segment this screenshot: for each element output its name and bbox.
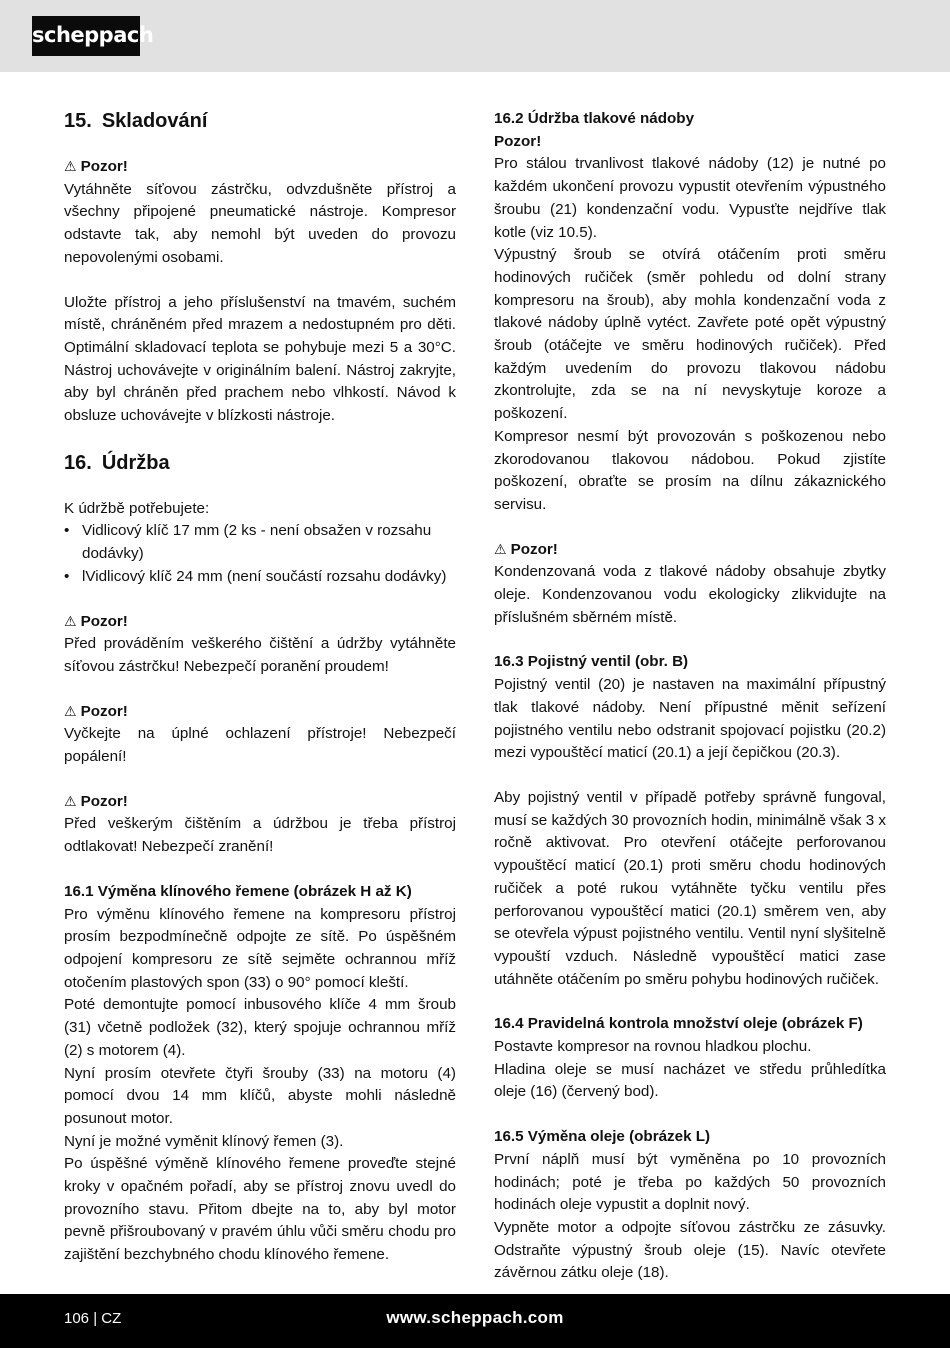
subsection-heading: 16.1 Výměna klínového řemene (obrázek H až K)	[64, 882, 412, 900]
section-16-heading	[64, 450, 456, 476]
paragraph: Kompresor nesmí být provozován s poškozenou nebo zkorodovanou tlakovou nádobou. Pokud zjistíte poškození, obraťte se prosím na dílnu zákaznického servisu.	[494, 427, 886, 513]
header-band	[0, 0, 950, 72]
warning-triangle-icon: ⚠	[494, 541, 507, 558]
paragraph: Pojistný ventil (20) je nastaven na maximální přípustný tlak tlakové nádoby. Není přípustné měnit seřízení pojistného ventilu nebo odstranit spojovací pojistku (20.2) mezi vypouštěcí maticí (20.1) a její čepičkou (20.3).	[494, 676, 886, 762]
paragraph: Poté demontujte pomocí inbusového klíče 4 mm šroub (31) včetně podložek (32), který spojuje ochrannou mříž (2) s motorem (4).	[64, 996, 456, 1059]
warning-heading	[64, 156, 456, 179]
subsection-heading: 16.4 Pravidelná kontrola množství oleje (obrázek F)	[494, 1015, 863, 1033]
paragraph: Nyní prosím otevřete čtyři šrouby (33) na motoru (4) pomocí dvou 14 mm klíčů, abyste mohli následně posunout motor.	[64, 1064, 456, 1127]
left-column	[64, 108, 456, 1267]
paragraph: Před veškerým čištěním a údržbou je třeba přístroj odtlakovat! Nebezpečí zranění!	[64, 815, 456, 856]
subsection-heading: 16.5 Výměna oleje (obrázek L)	[494, 1128, 711, 1146]
paragraph: První náplň musí být vyměněna po 10 provozních hodinách; poté je třeba po každých 50 provozních hodinách oleje vypustit a doplnit nový.	[494, 1150, 886, 1214]
warning-heading	[64, 791, 456, 814]
section-title: Skladování	[101, 110, 208, 132]
warning-triangle-icon: ⚠	[64, 703, 77, 720]
footer-bar	[0, 1294, 950, 1348]
paragraph: Uložte přístroj a jeho příslušenství na tmavém, suchém místě, chráněném před mrazem a nedostupném pro děti. Optimální skladovací teplota se pohybuje mezi 5 a 30°C. Nástroj uchovávejte v originálním balení. Nástroj zakryjte, aby byl chráněn před prachem nebo vlhkostí. Návod k obsluze uchovávejte v blízkosti nástroje.	[64, 293, 456, 425]
scheppach-logo: scheppach	[32, 16, 140, 56]
warning-triangle-icon: ⚠	[64, 793, 77, 810]
paragraph: Pro stálou trvanlivost tlakové nádoby (12) je nutné po každém ukončení provozu vypustit otevřením výpustného šroubu (21) kondenzační vodu. Vypusťte nejdříve tlak kotle (viz 10.5).	[494, 155, 886, 241]
warning-heading	[64, 611, 456, 634]
warning-heading	[64, 701, 456, 724]
subsection-heading: 16.2 Údržba tlakové nádoby	[494, 110, 695, 127]
subsection-heading: 16.3 Pojistný ventil (obr. B)	[494, 653, 689, 671]
warning-triangle-icon: ⚠	[64, 159, 77, 175]
section-title: Údržba	[101, 451, 170, 474]
warning-triangle-icon: ⚠	[64, 613, 77, 630]
paragraph: Výpustný šroub se otvírá otáčením proti směru hodinových ručiček (směr pohledu od dolní strany kompresoru na šroub), aby mohla kondenzační voda z tlakové nádoby úplně vytéct. Zavřete poté opět výpustný šroub (otáčejte ve směru hodinových ručiček). Před každým uvedením do provozu tlakovou nádobu zkontrolujte, zda se na ní nevyskytuje koroze a poškození.	[494, 246, 886, 423]
page-number: 106 | CZ	[64, 1310, 122, 1327]
warning-heading	[494, 539, 886, 562]
list-item: • Vidlicový klíč 17 mm (2 ks - není obsažen v rozsahu dodávky)	[64, 520, 456, 565]
warning-label: Pozor!	[80, 792, 128, 810]
warning-label: Pozor!	[510, 540, 558, 558]
paragraph: Před prováděním veškerého čištění a údržby vytáhněte síťovou zástrčku! Nebezpečí poranění proudem!	[64, 635, 456, 675]
paragraph: Nyní je možné vyměnit klínový řemen (3).	[64, 1132, 344, 1150]
website-link[interactable]: www.scheppach.com	[386, 1308, 564, 1327]
warning-label: Pozor!	[80, 612, 128, 630]
paragraph: K údržbě potřebujete:	[64, 499, 210, 517]
paragraph: Vyčkejte na úplné ochlazení přístroje! Nebezpečí popálení!	[64, 725, 456, 766]
paragraph: Kondenzovaná voda z tlakové nádoby obsahuje zbytky oleje. Kondenzovanou vodu ekologicky zlikvidujte na příslušném sběrném místě.	[494, 563, 886, 626]
paragraph: Vypněte motor a odpojte síťovou zástrčku ze zásuvky. Odstraňte výpustný šroub oleje (15). Navíc otevřete závěrnou zátku oleje (18).	[494, 1218, 886, 1282]
section-number: 16.	[64, 451, 92, 474]
paragraph: Po úspěšné výměně klínového řemene proveďte stejné kroky v opačném pořadí, aby se přístroj znovu uvedl do provozního stavu. Přitom dbejte na to, aby byl motor pevně přišroubovaný v pravém úhlu vůči směru chodu pro zajištění bezchybného chodu klínového řemene.	[64, 1155, 456, 1264]
tool-list	[64, 520, 456, 588]
section-number: 15.	[64, 110, 92, 132]
paragraph: Vytáhněte síťovou zástrčku, odvzdušněte přístroj a všechny připojené pneumatické nástroje. Kompresor odstavte tak, aby nemohl být uveden do provozu nepovolenými osobami.	[64, 180, 456, 266]
paragraph: Hladina oleje se musí nacházet ve středu průhledítka oleje (16) (červený bod).	[494, 1060, 886, 1101]
warning-label: Pozor!	[80, 702, 128, 720]
paragraph: Aby pojistný ventil v případě potřeby správně fungoval, musí se každých 30 provozních hodin, minimálně však 3 x ročně aktivovat. Pro otevření otáčejte perforovanou vypouštěcí maticí (20.1) proti směru chodu hodinových ručiček a poté rukou vytáhněte tyčku ventilu přes perforovanou vypouštěcí matici (20.1) směrem ven, aby se otevřela výpust pojistného ventilu. Ventil nyní slyšitelně vypouští vzduch. Následně vypouštěcí matici zase utáhněte otáčením po směru pohybu hodinových ručiček.	[494, 788, 886, 988]
section-15-heading	[64, 108, 456, 134]
warning-label: Pozor!	[80, 158, 128, 175]
list-item: • lVidlicový klíč 24 mm (není součástí rozsahu dodávky)	[64, 566, 456, 589]
paragraph: Pro výměnu klínového řemene na kompresoru přístroj prosím bezpodmínečně odpojte ze sítě. Po úspěšném odpojení kompresoru ze sítě sejměte ochrannou mříž otočením plastových spon (33) o 90° pomocí kleští.	[64, 905, 456, 991]
right-column	[494, 108, 886, 1285]
paragraph: Postavte kompresor na rovnou hladkou plochu.	[494, 1038, 812, 1056]
warning-label: Pozor!	[494, 132, 542, 150]
